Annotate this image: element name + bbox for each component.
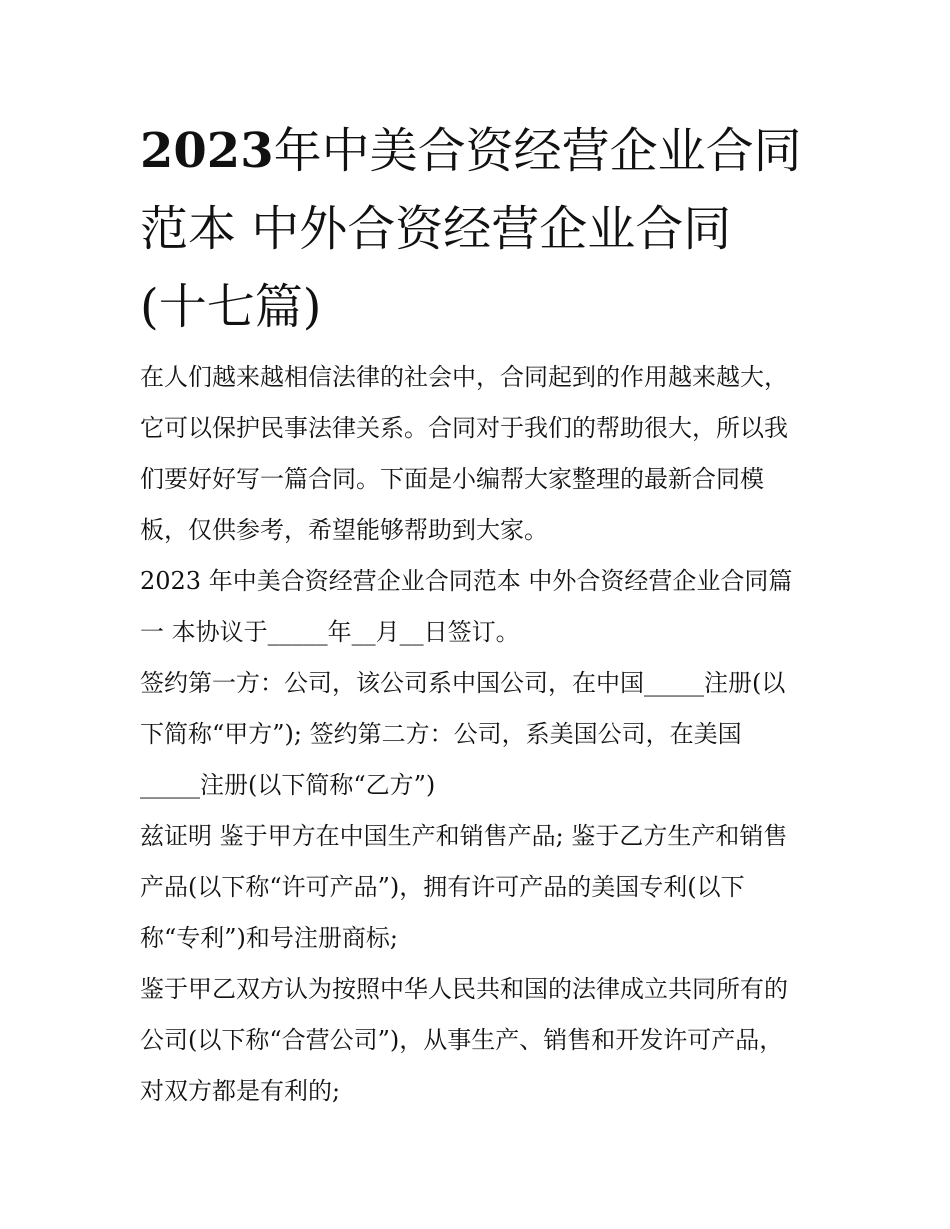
body-line: 称“专利”)和号注册商标; xyxy=(140,924,398,952)
body-line: _____注册(以下简称“乙方”) xyxy=(140,771,436,799)
title-line-3: (十七篇) xyxy=(140,279,322,335)
body-line: 下简称“甲方”); 签约第二方：公司，系美国公司，在美国 xyxy=(140,720,742,748)
title-text: 年中美合资经营企业合同 xyxy=(273,123,802,179)
body-line: 产品(以下称“许可产品”)，拥有许可产品的美国专利(以下 xyxy=(140,873,745,901)
body-line: 2023 年中美合资经营企业合同范本 中外合资经营企业合同篇 xyxy=(140,567,793,595)
document-title xyxy=(140,112,840,346)
body-line: 们要好好写一篇合同。下面是小编帮大家整理的最新合同模 xyxy=(140,465,764,493)
title-line-1 xyxy=(140,112,840,190)
body-line: 公司(以下称“合营公司”)，从事生产、销售和开发许可产品， xyxy=(140,1026,784,1054)
title-year: 2023 xyxy=(140,123,274,179)
document-body xyxy=(140,352,830,1117)
body-line: 对双方都是有利的; xyxy=(140,1077,341,1105)
body-line: 在人们越来越相信法律的社会中，合同起到的作用越来越大， xyxy=(140,363,788,391)
title-line-2: 范本 中外合资经营企业合同 xyxy=(140,201,732,257)
body-line: 板，仅供参考，希望能够帮助到大家。 xyxy=(140,516,548,544)
body-line: 兹证明 鉴于甲方在中国生产和销售产品; 鉴于乙方生产和销售 xyxy=(140,822,788,850)
body-line: 签约第一方：公司，该公司系中国公司，在中国_____注册(以 xyxy=(140,669,786,697)
body-line: 鉴于甲乙双方认为按照中华人民共和国的法律成立共同所有的 xyxy=(140,975,788,1003)
body-line: 一 本协议于_____年__月__日签订。 xyxy=(140,618,520,646)
body-line: 它可以保护民事法律关系。合同对于我们的帮助很大，所以我 xyxy=(140,414,788,442)
